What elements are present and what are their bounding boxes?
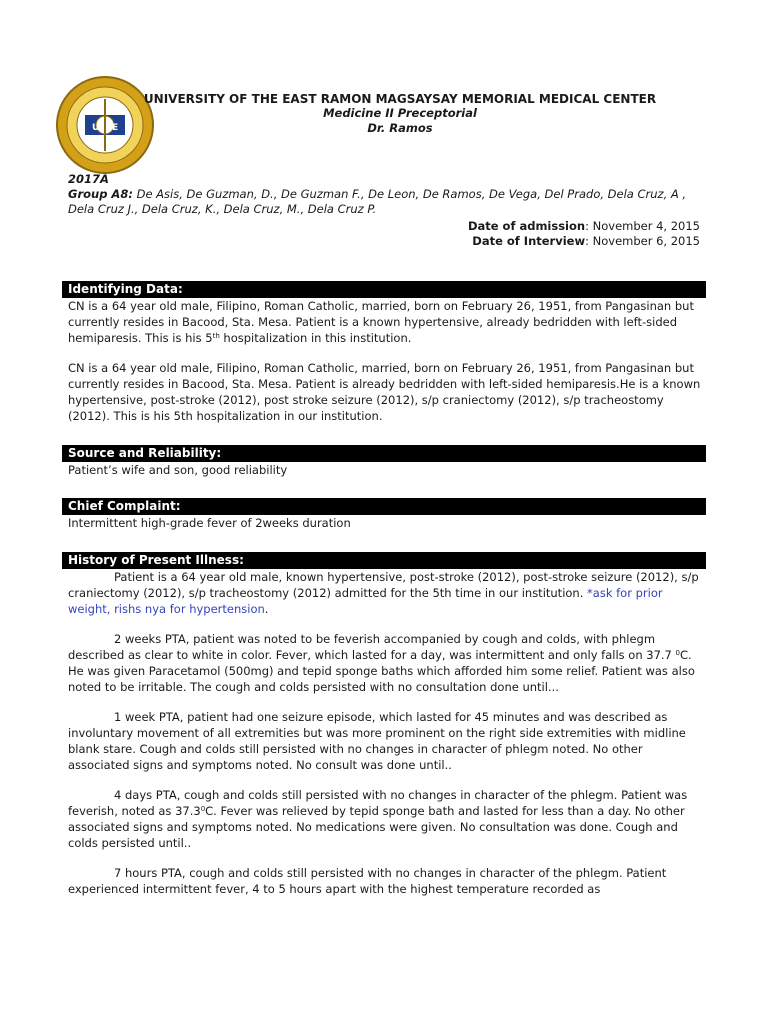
identifying-paragraph-2: CN is a 64 year old male, Filipino, Roman Catholic, married, born on February 26, 1951, from Pangasinan but currently resides in Bacood, Sta. Mesa. Patient is already bedridden with left-sided hemiparesis.He is a known hypertensive, post-stroke (2012), post stroke seizure (2012), s/p craniectomy (2012), s/p tracheostomy (2012). This is his 5th hospitalization in our institution. [68,361,701,423]
group-label: Group A8: [68,187,133,201]
svg-text:U: U [92,123,100,133]
source-reliability-section [62,445,706,478]
reviewer-note: *ask for prior weight, rishs nya for hypertension [68,586,663,616]
hpi-paragraph-3: 1 week PTA, patient had one seizure episode, which lasted for 45 minutes and was described as involuntary movement of all extremities but was more prominent on the right side extremities with midline blank stare. Cough and colds still persisted with no changes in character of phlegm noted. No other associated signs and symptoms noted. No consult was done until.. [68,710,686,772]
batch-label: 2017A [68,172,109,186]
history-present-illness-section [62,552,706,911]
hpi-paragraph-1: Patient is a 64 year old male, known hypertensive, post-stroke (2012), post-stroke seizure (2012), s/p craniectomy (2012), s/p tracheostomy (2012) admitted for the 5th time in our institution. *ask for prior weight, rishs nya for hypertension. [68,570,699,616]
institution-name: UNIVERSITY OF THE EAST RAMON MAGSAYSAY MEMORIAL MEDICAL CENTER [143,92,657,106]
hpi-paragraph-2: 2 weeks PTA, patient was noted to be feverish accompanied by cough and colds, with phlegm described as clear to white in color. Fever, which lasted for a day, was intermittent and only falls on 37.7 $^0$C. He was given Paracetamol (500mg) and tepid sponge baths which afforded him some relief. Patient was also noted to be irritable. The cough and colds persisted with no consultation done until... [68,632,695,694]
preceptor-name: Dr. Ramos [367,121,433,135]
hpi-paragraph-5: 7 hours PTA, cough and colds still persisted with no changes in character of the phlegm. Patient experienced intermittent fever, 4 to 5 hours apart with the highest temperature recorded as [68,866,667,896]
svg-text:E: E [112,123,119,133]
section-body: Patient’s wife and son, good reliability [68,463,288,477]
document-header [120,92,680,136]
section-body [62,569,706,897]
dates-block [468,219,700,249]
section-heading: History of Present Illness: [62,552,706,569]
hpi-paragraph-4: 4 days PTA, cough and colds still persisted with no changes in character of the phlegm. Patient was feverish, noted as 37.3$^0$C. Fever was relieved by tepid sponge bath and lasted for less than a day. No other associated signs and symptoms noted. No medications were given. No consultation was done. Cough and colds persisted until.. [68,788,688,850]
section-body: Intermittent high-grade fever of 2weeks duration [68,516,351,530]
interview-date: Date of Interview: November 6, 2015 [472,234,700,248]
chief-complaint-section [62,498,706,531]
group-member-list: De Asis, De Guzman, D., De Guzman F., De Leon, De Ramos, De Vega, Del Prado, Dela Cruz, A , Dela Cruz J., Dela Cruz, K., Dela Cruz, M., Dela Cruz P. [68,187,687,216]
course-title: Medicine II Preceptorial [323,106,477,120]
section-heading: Chief Complaint: [62,498,706,515]
section-heading: Source and Reliability: [62,445,706,462]
group-members [68,187,708,217]
identifying-paragraph-1: CN is a 64 year old male, Filipino, Roman Catholic, married, born on February 26, 1951, from Pangasinan but currently resides in Bacood, Sta. Mesa. Patient is a known hypertensive, already bedridden with left-sided hemiparesis. This is his 5th hospitalization in this institution. [68,299,694,345]
section-body [62,298,706,424]
identifying-data-section [62,281,706,438]
section-heading: Identifying Data: [62,281,706,298]
admission-date: Date of admission: November 4, 2015 [467,219,700,233]
group-info [68,172,708,217]
